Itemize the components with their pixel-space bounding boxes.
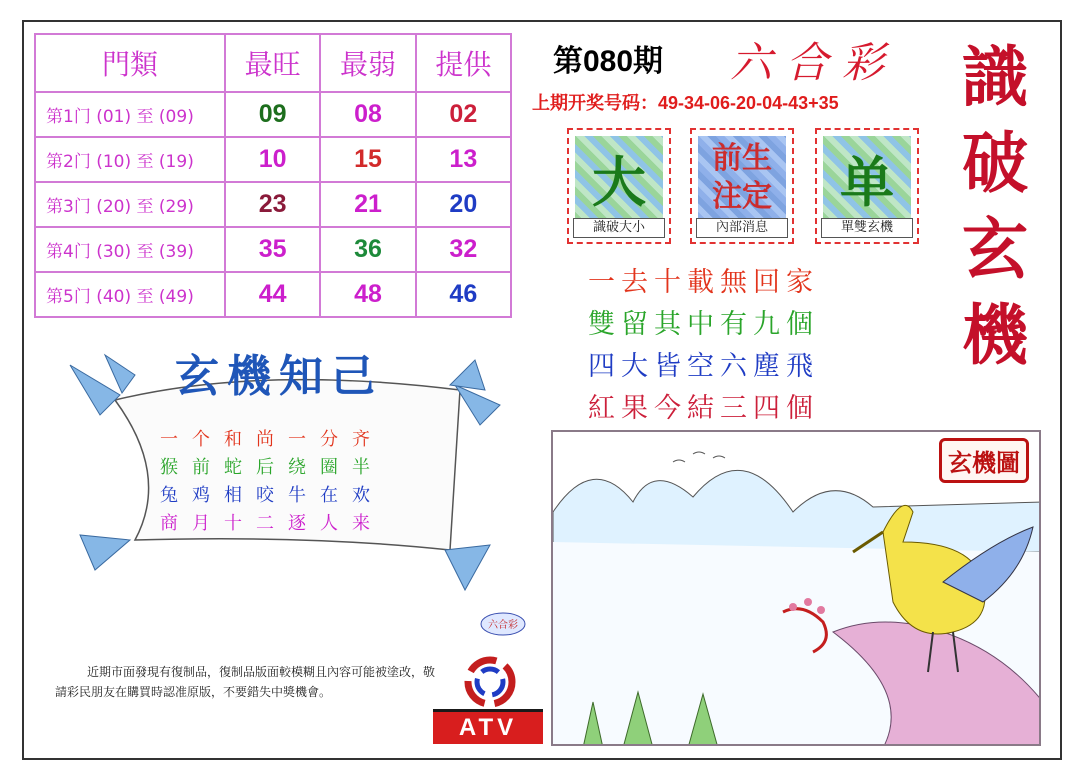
- painting-stamp: 玄機圖: [939, 438, 1029, 483]
- riddle-line: 商月十二逐人来: [160, 513, 384, 534]
- riddle-line: 兔鸡相咬牛在欢: [160, 485, 384, 506]
- hot-number: 44: [225, 272, 320, 317]
- poem: [588, 262, 819, 430]
- hint-size-box: [567, 128, 671, 244]
- hint-tile: [698, 136, 786, 220]
- lottery-title: 六合彩: [730, 38, 899, 87]
- hint-odd-even-box: [815, 128, 919, 244]
- offer-number: 32: [416, 227, 511, 272]
- table-row: [35, 227, 511, 272]
- row-label: 第4门 (30) 至 (39): [35, 227, 225, 272]
- header-weak: 最弱: [320, 34, 415, 92]
- offer-number: 13: [416, 137, 511, 182]
- riddle-line: 一个和尚一分齐: [160, 429, 384, 450]
- hint-tile: [575, 136, 663, 220]
- hint-caption: 內部消息: [696, 218, 788, 238]
- weak-number: 36: [320, 227, 415, 272]
- table-row: [35, 137, 511, 182]
- offer-number: 02: [416, 92, 511, 137]
- poem-line: 一去十載無回家: [588, 267, 819, 298]
- painting: [551, 430, 1041, 746]
- hint-tile: [823, 136, 911, 220]
- last-draw-label: 上期开奖号码：: [532, 93, 658, 113]
- gate-table: [34, 33, 512, 318]
- hint-glyph: 前生 注定: [712, 141, 772, 214]
- atv-logo: ATV: [433, 712, 543, 744]
- big-vertical-title: [950, 34, 1040, 378]
- hot-number: 10: [225, 137, 320, 182]
- scroll-title: 玄機知己: [175, 351, 383, 402]
- lottery-logo-text: 六合彩: [488, 620, 518, 631]
- table-header-row: [35, 34, 511, 92]
- atv-emblem: [462, 654, 518, 710]
- notice-text: 近期市面發現有復制品，復制品版面較模糊且內容可能被塗改，敬請彩民朋友在購買時認准原版，不要錯失中獎機會。: [55, 665, 436, 699]
- hot-number: 09: [225, 92, 320, 137]
- row-label: 第5门 (40) 至 (49): [35, 272, 225, 317]
- hot-number: 23: [225, 182, 320, 227]
- header-category: 門類: [35, 34, 225, 92]
- hint-glyph: 单: [840, 149, 894, 214]
- header-hot: 最旺: [225, 34, 320, 92]
- offer-number: 20: [416, 182, 511, 227]
- hint-insider-box: [690, 128, 794, 244]
- hot-number: 35: [225, 227, 320, 272]
- weak-number: 08: [320, 92, 415, 137]
- row-label: 第3门 (20) 至 (29): [35, 182, 225, 227]
- poem-line: 雙留其中有九個: [588, 309, 819, 340]
- row-label: 第1门 (01) 至 (09): [35, 92, 225, 137]
- header-offer: 提供: [416, 34, 511, 92]
- hint-caption: 識破大小: [573, 218, 665, 238]
- table-row: [35, 182, 511, 227]
- last-draw: [532, 89, 839, 115]
- poem-line: 四大皆空六塵飛: [588, 351, 819, 382]
- big-title-char: 識: [962, 38, 1028, 116]
- hint-glyph: 大: [592, 149, 646, 214]
- big-title-char: 機: [962, 296, 1028, 374]
- hint-caption: 單雙玄機: [821, 218, 913, 238]
- table-row: [35, 92, 511, 137]
- big-title-char: 破: [962, 124, 1028, 202]
- offer-number: 46: [416, 272, 511, 317]
- weak-number: 15: [320, 137, 415, 182]
- weak-number: 21: [320, 182, 415, 227]
- riddle: [160, 426, 384, 538]
- issue-number: 第080期: [553, 45, 664, 78]
- riddle-line: 猴前蛇后绕圈半: [160, 457, 384, 478]
- lottery-logo: [478, 604, 528, 638]
- last-draw-numbers: 49-34-06-20-04-43+35: [658, 93, 839, 113]
- poem-line: 紅果今結三四個: [588, 393, 819, 424]
- table-row: [35, 272, 511, 317]
- weak-number: 48: [320, 272, 415, 317]
- row-label: 第2门 (10) 至 (19): [35, 137, 225, 182]
- big-title-char: 玄: [962, 210, 1028, 288]
